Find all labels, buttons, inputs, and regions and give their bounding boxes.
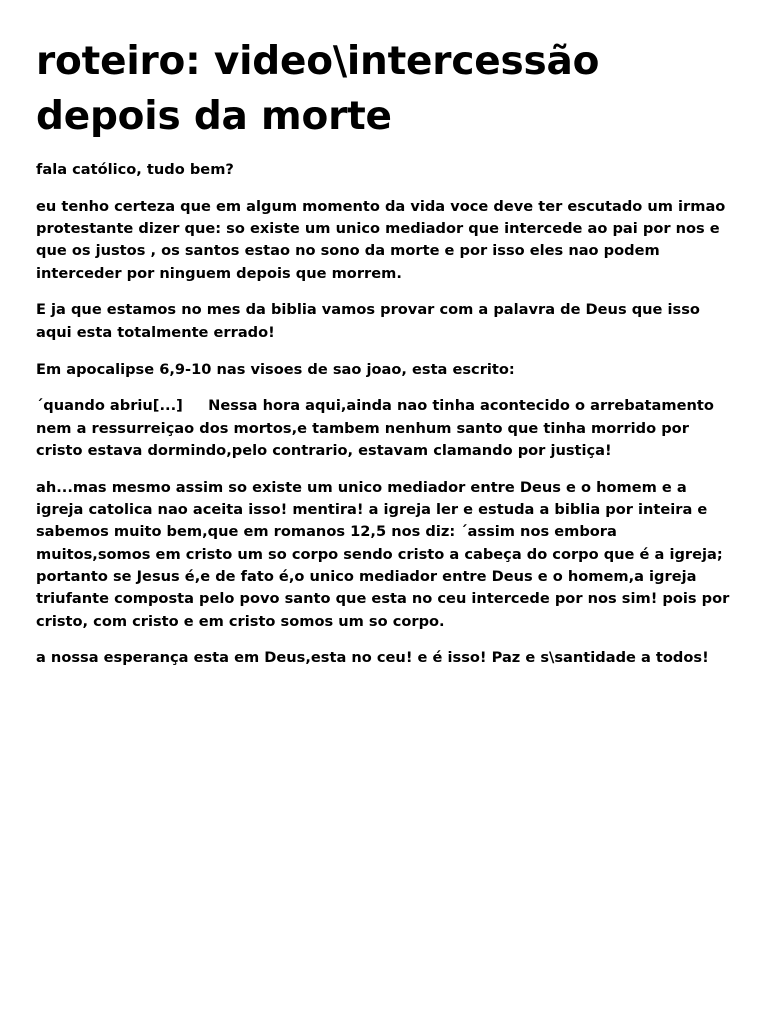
document-title: roteiro: video\intercessão depois da morte [36,39,600,139]
paragraph-greeting: fala católico, tudo bem? [36,161,234,178]
paragraph-quote: ´quando abriu[...] Nessa hora aqui,ainda nao tinha acontecido o arrebatamento nem a ressurreiçao dos mortos,e tambem nenhum santo que tinha morrido por cristo estava dormindo,pelo contrario, estavam clamando por justiça! [36,397,719,459]
paragraph-apocalypse-reference: Em apocalipse 6,9-10 nas visoes de sao joao, esta escrito: [36,360,515,378]
paragraph-bible-month: E ja que estamos no mes da biblia vamos provar com a palavra de Deus que isso aqui esta totalmente errado! [36,301,706,341]
paragraph-mediator: ah...mas mesmo assim so existe um unico mediador entre Deus e o homem e a igreja catolica nao aceita isso! mentira! a igreja ler e estuda a biblia por inteira e sabemos muito bem,que em romanos 12,5 nos diz: ´assim nos embora muitos,somos em cristo um so corpo sendo cristo a cabeça do corpo que é a igreja; portanto se Jesus é,e de fato é,o unico mediador entre Deus e o homem,a igreja triufante composta pelo povo santo que esta no ceu intercede por nos sim! pois por cristo, com cristo e em cristo somos um so corpo. [36,478,738,630]
paragraph-closing: a nossa esperança esta em Deus,esta no ceu! e é isso! Paz e s\santidade a todos! [36,649,709,667]
paragraph-intro: eu tenho certeza que em algum momento da vida voce deve ter escutado um irmao protestante dizer que: so existe um unico mediador que intercede ao pai por nos e que os justos , os santos estao no sono da morte e por isso eles nao podem interceder por ninguem depois que morrem. [36,197,731,282]
